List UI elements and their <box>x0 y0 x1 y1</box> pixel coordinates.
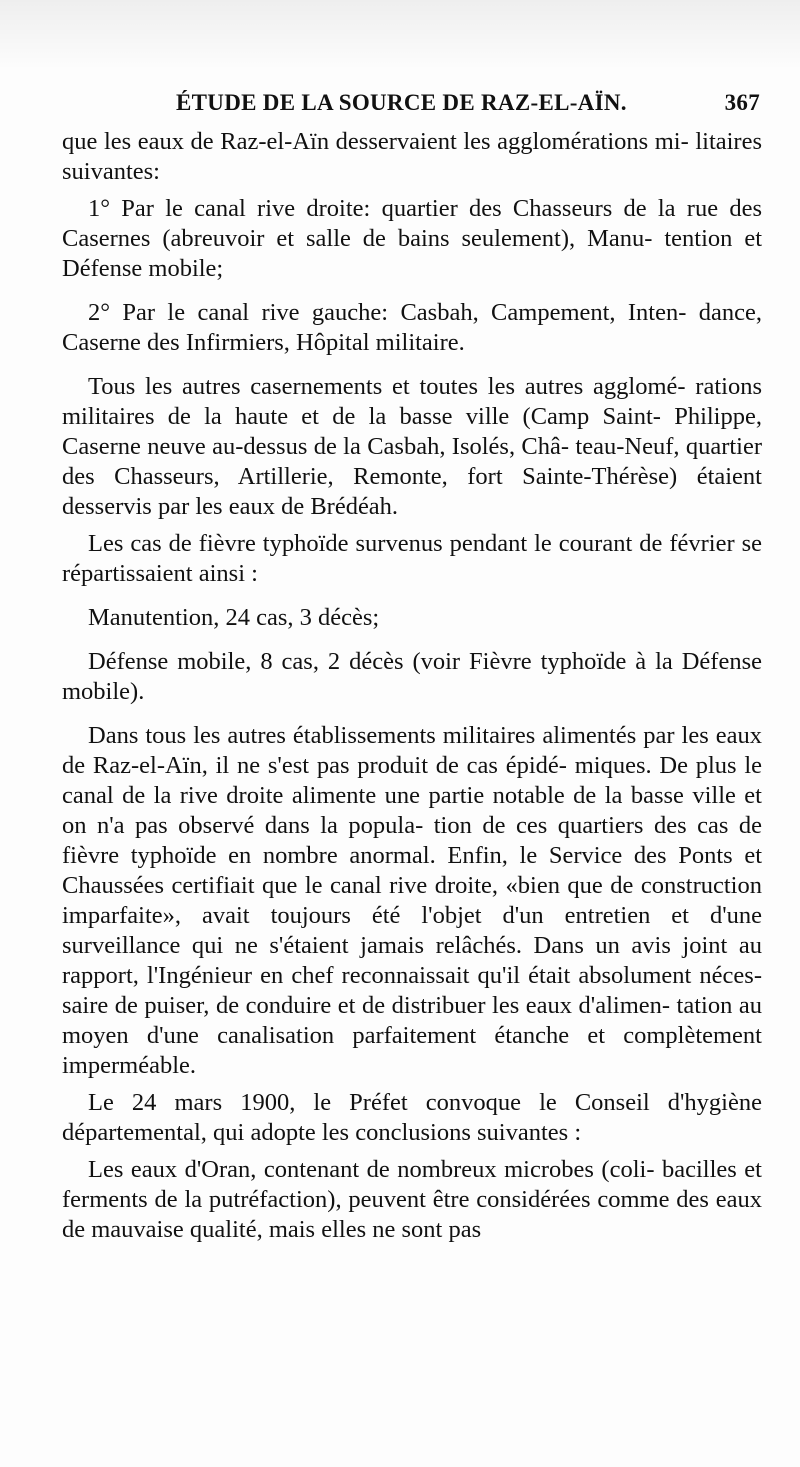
running-title: ÉTUDE DE LA SOURCE DE RAZ-EL-AÏN. <box>176 90 627 115</box>
paragraph-oran-waters: Les eaux d'Oran, contenant de nombreux microbes (coli- bacilles et ferments de la putréfaction), peuvent être considérées comme des eaux de mauvaise qualité, mais elles ne sont pas <box>62 1156 762 1243</box>
paragraph-prefect-council: Le 24 mars 1900, le Préfet convoque le Conseil d'hygiène départemental, qui adopte les conclusions suivantes : <box>62 1089 762 1146</box>
paragraph-other-barracks: Tous les autres casernements et toutes les autres agglomé- rations militaires de la haute et de la basse ville (Camp Saint- Philippe, Caserne neuve au-dessus de la Casbah, Isolés, Châ- teau-Neuf, quartier des Chasseurs, Artillerie, Remonte, fort Sainte-Thérèse) étaient desservis par les eaux de Brédéah. <box>62 373 762 520</box>
page-number: 367 <box>724 90 760 115</box>
case-line-defense-mobile: Défense mobile, 8 cas, 2 décès (voir Fièvre typhoïde à la Défense mobile). <box>62 648 762 705</box>
list-item-right-bank: 1° Par le canal rive droite: quartier des Chasseurs de la rue des Casernes (abreuvoir et salle de bains seulement), Manu- tention et Défense mobile; <box>62 195 762 282</box>
paragraph-continuation: que les eaux de Raz-el-Aïn desservaient les agglomérations mi- litaires suivantes: <box>62 128 762 185</box>
page-body <box>62 127 762 1252</box>
list-item-left-bank: 2° Par le canal rive gauche: Casbah, Campement, Inten- dance, Caserne des Infirmiers, Hôpital militaire. <box>62 299 762 356</box>
paragraph-typhoid-cases: Les cas de fièvre typhoïde survenus pendant le courant de février se répartissaient ainsi : <box>62 530 762 587</box>
paragraph-other-establishments: Dans tous les autres établissements militaires alimentés par les eaux de Raz-el-Aïn, il ne s'est pas produit de cas épidé- miques. De plus le canal de la rive droite alimente une partie notable de la basse ville et on n'a pas observé dans la popula- tion de ces quartiers des cas de fièvre typhoïde en nombre anormal. Enfin, le Service des Ponts et Chaussées certifiait que le canal rive droite, «bien que de construction imparfaite», avait toujours été l'objet d'un entretien et d'une surveillance qui ne s'étaient jamais relâchés. Dans un avis joint au rapport, l'Ingénieur en chef reconnaissait qu'il était absolument néces- saire de puiser, de conduire et de distribuer les eaux d'alimen- tation au moyen d'une canalisation parfaitement étanche et complètement imperméable. <box>62 722 762 1079</box>
case-line-manutention: Manutention, 24 cas, 3 décès; <box>88 604 380 631</box>
page-header <box>176 90 760 124</box>
scan-shadow <box>0 0 800 70</box>
